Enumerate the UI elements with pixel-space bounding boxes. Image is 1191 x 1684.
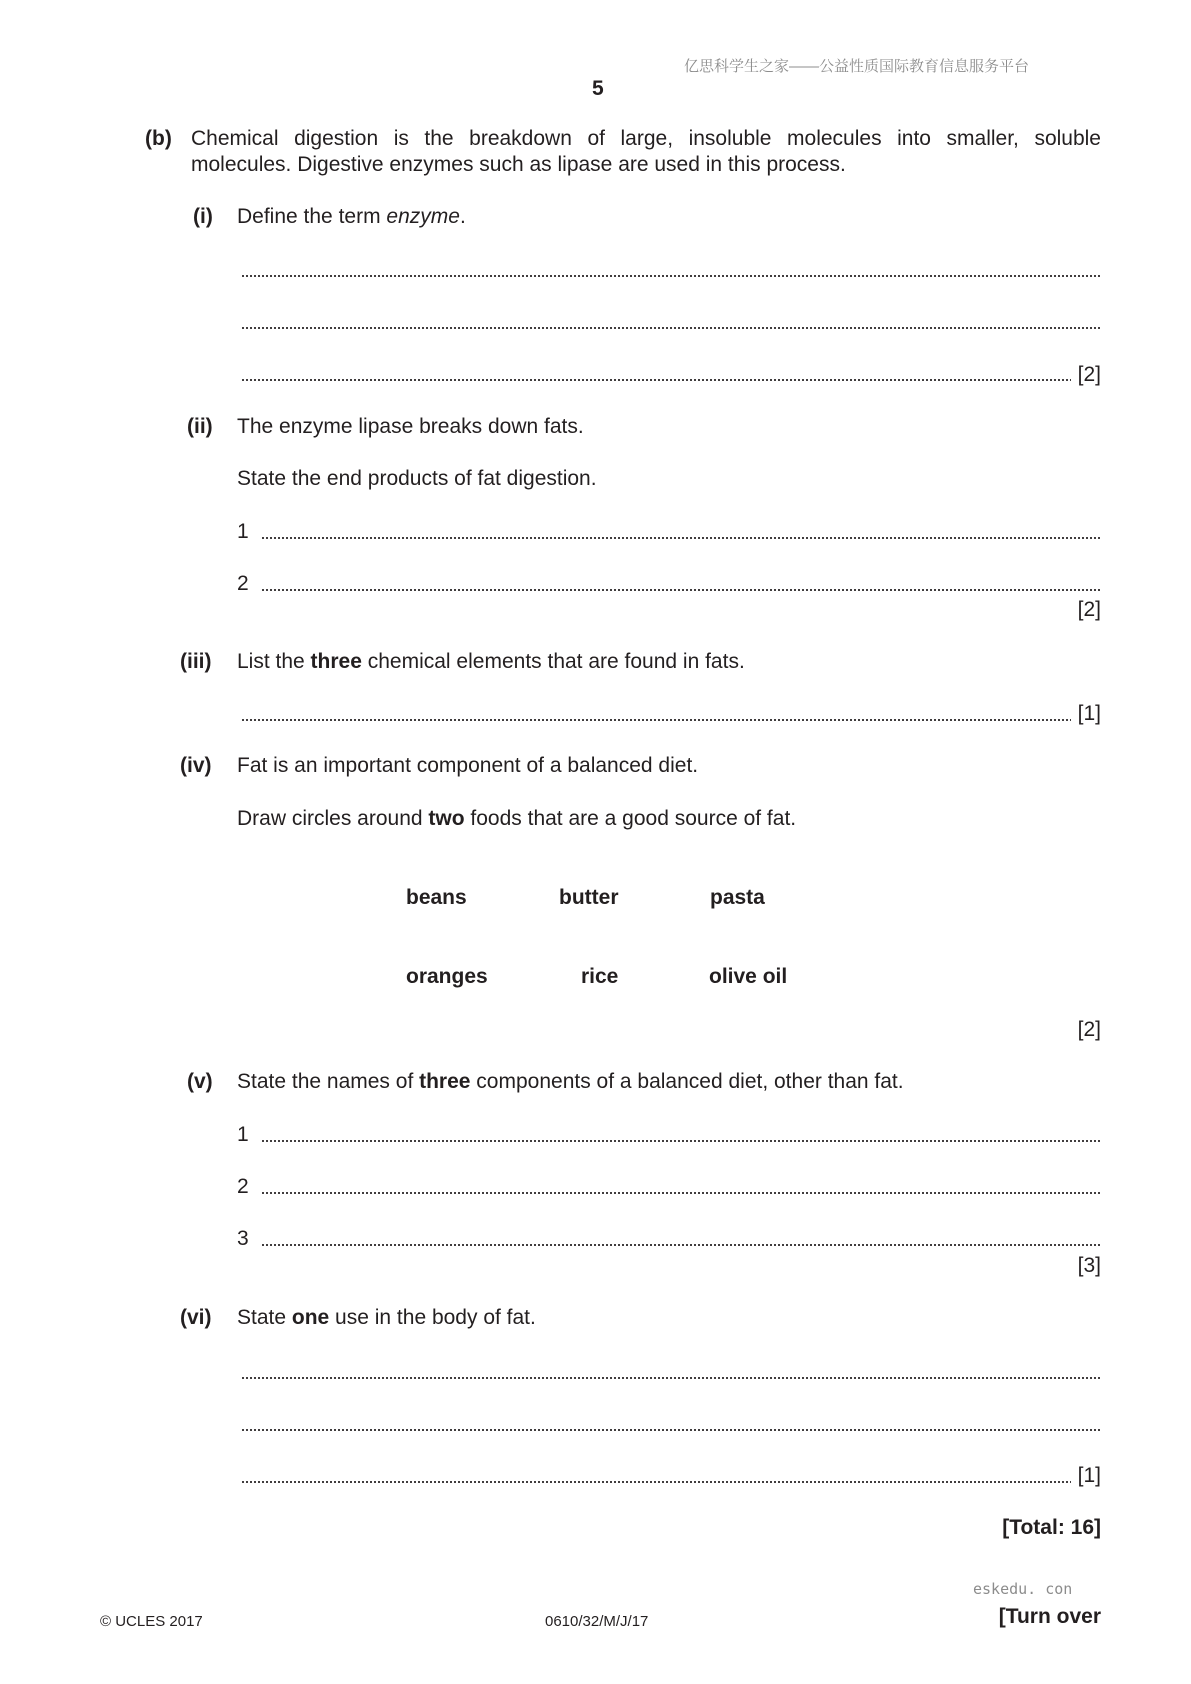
marks-ii: [2] <box>1077 598 1101 621</box>
q-iv-label: (iv) <box>180 754 212 777</box>
q-v-text: State the names of three components of a balanced diet, other than fat. <box>237 1070 904 1093</box>
q-v-number-2: 2 <box>237 1175 249 1198</box>
answer-line[interactable] <box>241 326 1101 330</box>
part-b-label: (b) <box>145 127 172 150</box>
q-i-label: (i) <box>193 205 213 228</box>
answer-line[interactable] <box>261 1139 1101 1143</box>
answer-line[interactable] <box>241 718 1071 722</box>
part-b-text-line1: Chemical digestion is the breakdown of large, insoluble molecules into smaller, soluble <box>191 127 1101 150</box>
q-ii-label: (ii) <box>187 415 213 438</box>
answer-line[interactable] <box>241 274 1101 278</box>
marks-vi: [1] <box>1077 1464 1101 1487</box>
answer-line[interactable] <box>241 1376 1101 1380</box>
answer-line[interactable] <box>261 588 1101 592</box>
q-iii-label: (iii) <box>180 650 212 673</box>
marks-v: [3] <box>1077 1254 1101 1277</box>
q-v-number-1: 1 <box>237 1123 249 1146</box>
q-iv-text1: Fat is an important component of a balanced diet. <box>237 754 699 777</box>
total-marks: [Total: 16] <box>1002 1516 1101 1539</box>
q-iii-text: List the three chemical elements that are found in fats. <box>237 650 745 673</box>
marks-i: [2] <box>1077 363 1101 386</box>
food-option[interactable]: olive oil <box>709 965 788 988</box>
answer-line[interactable] <box>261 1243 1101 1247</box>
watermark-bottom: eskedu. con <box>973 1580 1073 1598</box>
page-number: 5 <box>592 77 604 100</box>
copyright: © UCLES 2017 <box>100 1613 203 1630</box>
paper-code: 0610/32/M/J/17 <box>545 1613 649 1630</box>
food-option[interactable]: beans <box>406 886 467 909</box>
q-iv-text2: Draw circles around two foods that are a good source of fat. <box>237 807 797 830</box>
answer-line[interactable] <box>261 536 1101 540</box>
food-option[interactable]: oranges <box>406 965 488 988</box>
q-ii-text2: State the end products of fat digestion. <box>237 467 597 490</box>
answer-line[interactable] <box>241 378 1071 382</box>
answer-line[interactable] <box>241 1428 1101 1432</box>
food-option[interactable]: pasta <box>710 886 765 909</box>
food-option[interactable]: rice <box>581 965 619 988</box>
q-i-text: Define the term enzyme. <box>237 205 466 228</box>
q-ii-number-2: 2 <box>237 572 249 595</box>
q-v-label: (v) <box>187 1070 213 1093</box>
q-ii-text1: The enzyme lipase breaks down fats. <box>237 415 584 438</box>
marks-iv: [2] <box>1077 1018 1101 1041</box>
q-ii-number-1: 1 <box>237 520 249 543</box>
q-vi-text: State one use in the body of fat. <box>237 1306 536 1329</box>
marks-iii: [1] <box>1077 702 1101 725</box>
answer-line[interactable] <box>241 1480 1071 1484</box>
turn-over: [Turn over <box>998 1605 1101 1628</box>
food-option[interactable]: butter <box>559 886 619 909</box>
watermark-top: 亿思科学生之家——公益性质国际教育信息服务平台 <box>684 58 1030 75</box>
q-v-number-3: 3 <box>237 1227 249 1250</box>
q-vi-label: (vi) <box>180 1306 212 1329</box>
part-b-text-line2: molecules. Digestive enzymes such as lipase are used in this process. <box>191 153 846 176</box>
answer-line[interactable] <box>261 1191 1101 1195</box>
